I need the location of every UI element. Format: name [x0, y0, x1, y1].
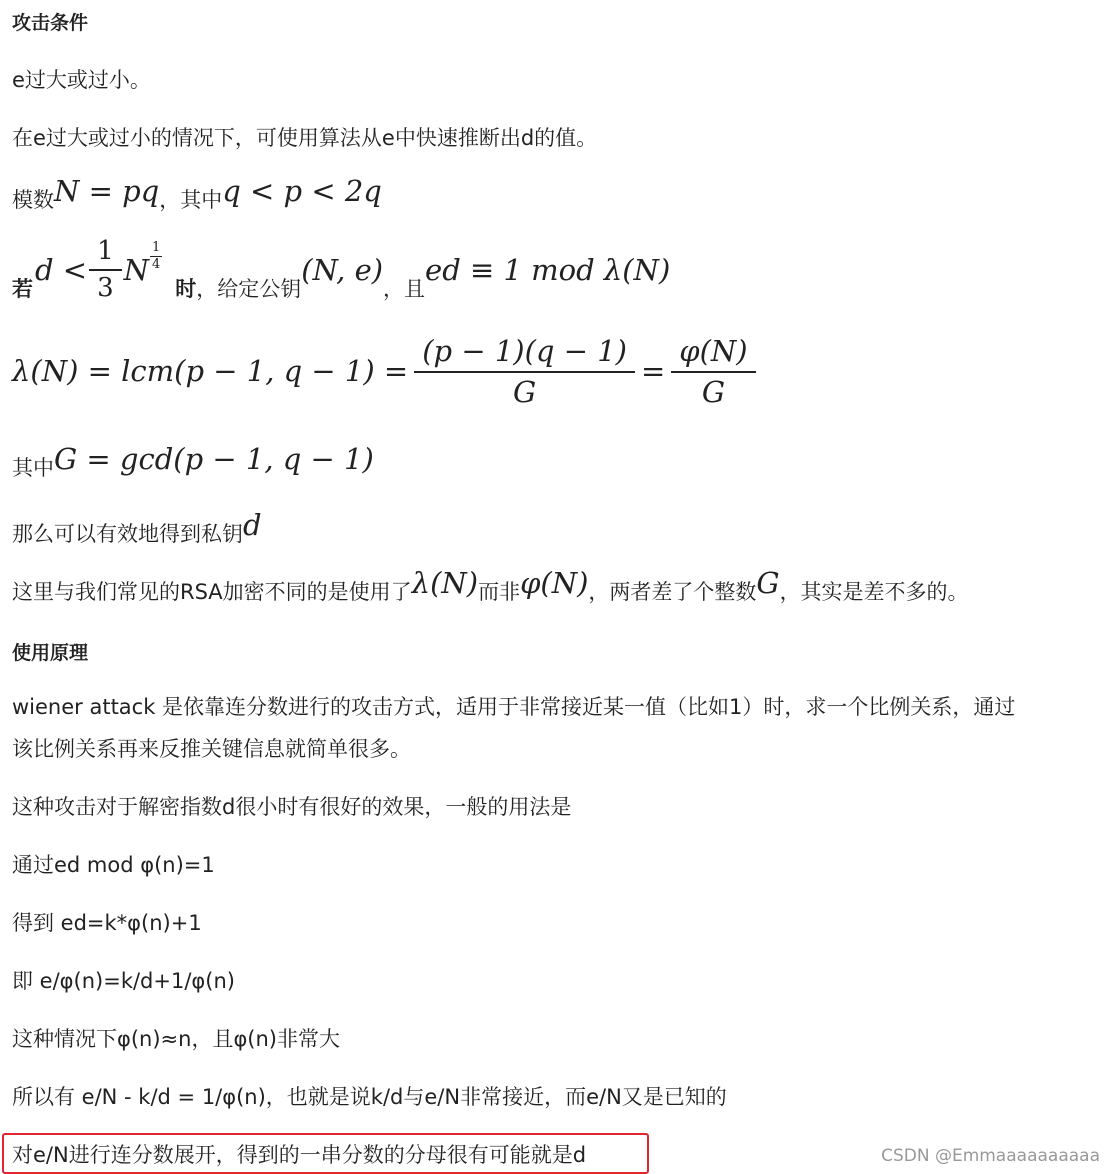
private-key-text: 那么可以有效地得到私钥 — [12, 522, 243, 546]
exponent-denominator: 4 — [152, 256, 161, 272]
math-q-p-range: q < p < 2q — [222, 174, 382, 208]
exponent-quarter — [151, 240, 161, 272]
exponent-numerator: 1 — [152, 240, 161, 255]
fraction-numerator: (p − 1)(q − 1) — [422, 334, 627, 368]
math-phi-n: φ(N) — [520, 566, 589, 600]
math-congruence: ed ≡ 1 mod λ(N) — [425, 252, 671, 287]
math-g: G — [756, 566, 780, 600]
rsa-text-1: 这里与我们常见的RSA加密不同的是使用了 — [12, 580, 412, 604]
watermark: CSDN @Emmaaaaaaaaaa — [881, 1146, 1100, 1166]
step-2: 得到 ed=k*φ(n)+1 — [12, 911, 202, 935]
math-d-less: d < — [35, 252, 88, 287]
math-public-key: (N, e) — [301, 252, 384, 287]
fraction-pq-over-g — [418, 334, 631, 410]
para-wiener-line1: wiener attack 是依靠连分数进行的攻击方式，适用于非常接近某一值（比如1）时，求一个比例关系，通过 — [12, 695, 1016, 719]
math-d: d — [243, 508, 262, 542]
math-g-gcd: G = gcd(p − 1, q − 1) — [54, 442, 374, 476]
modulus-prefix: 模数 — [12, 188, 54, 212]
condition-if: 若 — [12, 277, 33, 302]
fraction-phi-over-g — [675, 334, 751, 410]
line-e-size: e过大或过小。 — [12, 68, 151, 92]
step-6-highlighted: 对e/N进行连分数展开，得到的一串分数的分母很有可能就是d — [12, 1143, 587, 1167]
rsa-text-3: ，两者差了个整数 — [588, 580, 757, 604]
line-lambda-definition — [12, 334, 758, 410]
condition-given: ，给定公钥 — [196, 277, 302, 302]
math-n-power: N — [123, 252, 150, 287]
fraction-denominator: G — [671, 371, 755, 410]
step-4: 这种情况下φ(n)≈n，且φ(n)非常大 — [12, 1027, 341, 1051]
math-lambda-n: λ(N) — [411, 566, 479, 600]
line-e-algorithm: 在e过大或过小的情况下，可使用算法从e中快速推断出d的值。 — [12, 126, 598, 150]
math-n-equals-pq: N = pq — [54, 174, 160, 208]
rsa-text-4: ，其实是差不多的。 — [779, 580, 969, 604]
step-5: 所以有 e/N - k/d = 1/φ(n)，也就是说k/d与e/N非常接近，而e/N又是已知的 — [12, 1085, 727, 1109]
line-private-key — [12, 508, 262, 547]
math-lambda-lcm: λ(N) = lcm(p − 1, q − 1) = — [12, 354, 409, 389]
line-condition — [12, 236, 670, 304]
fraction-denominator: 3 — [89, 269, 122, 304]
condition-when: 时 — [175, 277, 197, 302]
heading-principle: 使用原理 — [12, 642, 89, 664]
condition-and: ，且 — [383, 277, 426, 302]
line-rsa-difference — [12, 566, 969, 605]
line-g-definition — [12, 442, 374, 481]
line-modulus — [12, 174, 382, 213]
para-usage: 这种攻击对于解密指数d很小时有很好的效果，一般的用法是 — [12, 795, 572, 819]
fraction-one-third — [93, 236, 118, 304]
modulus-sep: ，其中 — [159, 188, 223, 212]
fraction-numerator: φ(N) — [679, 334, 748, 368]
fraction-numerator: 1 — [97, 236, 114, 266]
fraction-denominator: G — [414, 371, 635, 410]
g-prefix: 其中 — [12, 456, 54, 480]
step-1: 通过ed mod φ(n)=1 — [12, 853, 215, 877]
heading-attack-conditions: 攻击条件 — [12, 12, 89, 34]
para-wiener-line2: 该比例关系再来反推关键信息就简单很多。 — [12, 737, 411, 761]
rsa-text-2: 而非 — [478, 580, 521, 604]
math-equals: = — [640, 354, 666, 389]
step-3: 即 e/φ(n)=k/d+1/φ(n) — [12, 969, 235, 993]
